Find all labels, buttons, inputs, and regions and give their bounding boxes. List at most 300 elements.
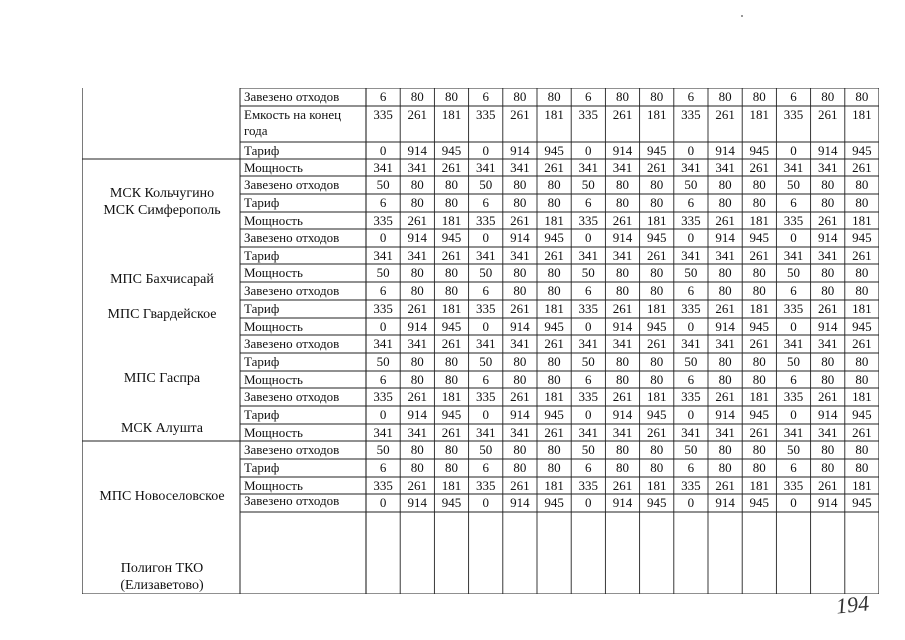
- table-cell: 80: [410, 177, 424, 192]
- table-cell: 80: [615, 354, 629, 369]
- table-cell: 945: [749, 407, 770, 422]
- table-cell: 341: [783, 336, 804, 351]
- table-cell: 335: [578, 107, 599, 122]
- table-cell: 945: [441, 230, 462, 245]
- table-cell: 261: [852, 336, 872, 351]
- table-cell: 914: [407, 407, 428, 422]
- table-cell: 80: [650, 354, 664, 369]
- speck: [741, 15, 743, 17]
- table-cell: 181: [852, 107, 872, 122]
- table-cell: 914: [510, 143, 530, 158]
- table-cell: 80: [547, 372, 561, 387]
- table-cell: 945: [852, 319, 872, 334]
- table-cell: 80: [718, 283, 732, 298]
- table-cell: 335: [373, 478, 393, 493]
- param-label: [244, 319, 303, 335]
- facility-label-poligon: [82, 560, 242, 594]
- param-label: [244, 195, 279, 211]
- param-label-line: Мощность: [244, 265, 303, 280]
- table-cell: 914: [510, 319, 530, 334]
- table-cell: 80: [444, 283, 458, 298]
- table-cell: 945: [749, 230, 770, 245]
- table-cell: 341: [578, 248, 599, 263]
- table-cell: 80: [410, 89, 424, 104]
- param-label-line: Завезено отходов: [244, 89, 340, 104]
- table-cell: 80: [410, 195, 424, 210]
- table-cell: 335: [578, 389, 599, 404]
- table-cell: 181: [852, 478, 872, 493]
- table-cell: 80: [855, 177, 869, 192]
- table-cell: 80: [821, 89, 835, 104]
- table-cell: 341: [510, 248, 530, 263]
- table-cell: 80: [513, 372, 527, 387]
- table-cell: 261: [715, 213, 735, 228]
- param-label-line: Мощность: [244, 213, 303, 228]
- table-cell: 80: [821, 442, 835, 457]
- table-cell: 335: [681, 107, 701, 122]
- param-label: [244, 265, 303, 281]
- table-cell: 50: [581, 177, 595, 192]
- param-label-line: Мощность: [244, 478, 303, 493]
- table-cell: 261: [407, 301, 428, 316]
- table-cell: 80: [718, 177, 732, 192]
- table-cell: 341: [612, 248, 633, 263]
- table-cell: 341: [475, 160, 496, 175]
- table-cell: 945: [646, 230, 667, 245]
- param-label: [244, 283, 339, 299]
- table-cell: 945: [544, 319, 564, 334]
- table-cell: 80: [444, 442, 458, 457]
- table-cell: 341: [373, 248, 393, 263]
- facility-label-line: МСК Симферополь: [103, 203, 221, 218]
- table-cell: 261: [612, 301, 633, 316]
- param-label: [244, 213, 303, 229]
- table-cell: 0: [790, 230, 797, 245]
- table-cell: 261: [612, 213, 633, 228]
- table-cell: 0: [585, 230, 592, 245]
- table-cell: 6: [790, 460, 797, 475]
- table-cell: 335: [373, 213, 393, 228]
- param-label: [244, 460, 279, 476]
- table-cell: 341: [407, 160, 428, 175]
- table-cell: 0: [482, 230, 489, 245]
- table-cell: 914: [715, 230, 735, 245]
- table-cell: 80: [615, 89, 629, 104]
- table-cell: 0: [585, 319, 592, 334]
- table-cell: 341: [783, 248, 804, 263]
- table-cell: 335: [373, 389, 393, 404]
- facility-label-gaspra: [82, 370, 242, 387]
- table-cell: 0: [687, 495, 695, 510]
- table-cell: 80: [855, 265, 869, 280]
- table-cell: 50: [479, 177, 493, 192]
- facility-label-line: МПС Бахчисарай: [110, 272, 214, 287]
- table-cell: 341: [612, 336, 633, 351]
- table-cell: 80: [855, 442, 869, 457]
- table-cell: 50: [684, 265, 698, 280]
- table-cell: 80: [855, 195, 869, 210]
- table-cell: 50: [786, 354, 800, 369]
- param-label-line: Тариф: [244, 301, 280, 316]
- table-cell: 261: [749, 160, 770, 175]
- table-cell: 0: [687, 143, 695, 158]
- table-cell: 181: [544, 478, 564, 493]
- table-cell: 335: [681, 301, 701, 316]
- table-cell: 261: [852, 248, 872, 263]
- table-cell: 945: [544, 495, 564, 510]
- table-cell: 80: [615, 283, 629, 298]
- table-cell: 80: [513, 460, 527, 475]
- table-cell: 945: [646, 143, 667, 158]
- table-cell: 0: [482, 407, 489, 422]
- table-cell: 6: [687, 460, 695, 475]
- table-cell: 0: [790, 319, 797, 334]
- table-cell: 945: [544, 407, 564, 422]
- table-cell: 335: [475, 213, 496, 228]
- param-label: [244, 442, 339, 458]
- table-cell: 6: [482, 195, 489, 210]
- table-cell: 945: [646, 319, 667, 334]
- table-cell: 181: [441, 478, 462, 493]
- table-cell: 80: [718, 354, 732, 369]
- table-cell: 341: [681, 160, 701, 175]
- table-cell: 80: [513, 265, 527, 280]
- table-cell: 261: [510, 213, 530, 228]
- table-cell: 261: [441, 160, 462, 175]
- table-cell: 335: [783, 301, 804, 316]
- table-cell: 181: [852, 301, 872, 316]
- param-label: [244, 425, 303, 441]
- param-label-line: Тариф: [244, 460, 280, 475]
- table-cell: 181: [646, 478, 667, 493]
- table-cell: 80: [752, 354, 766, 369]
- table-cell: 341: [817, 336, 838, 351]
- table-cell: 341: [373, 160, 393, 175]
- param-label-line: Тариф: [244, 248, 280, 263]
- param-label: [244, 177, 339, 193]
- table-cell: 80: [650, 195, 664, 210]
- table-cell: 341: [783, 160, 804, 175]
- param-label: [244, 160, 303, 176]
- facility-label-alushta: [82, 420, 242, 437]
- facility-label-line: Полигон ТКО: [120, 561, 204, 576]
- table-cell: 945: [441, 495, 462, 510]
- table-cell: 945: [441, 319, 462, 334]
- table-cell: 6: [482, 460, 489, 475]
- table-cell: 261: [612, 107, 633, 122]
- table-cell: 341: [407, 425, 428, 440]
- param-label: [244, 107, 341, 139]
- table-cell: 80: [547, 442, 561, 457]
- table-cell: 335: [783, 213, 804, 228]
- table-cell: 914: [510, 230, 530, 245]
- table-cell: 6: [379, 195, 387, 210]
- param-label: [244, 230, 339, 246]
- table-cell: 50: [479, 442, 493, 457]
- table-cell: 80: [547, 177, 561, 192]
- table-cell: 80: [444, 195, 458, 210]
- table-cell: 181: [646, 301, 667, 316]
- param-label-line: Завезено отходов: [244, 283, 340, 298]
- table-cell: 914: [407, 143, 428, 158]
- table-cell: 261: [646, 425, 667, 440]
- table-cell: 50: [581, 442, 595, 457]
- table-cell: 181: [441, 301, 462, 316]
- table-cell: 335: [578, 478, 599, 493]
- table-cell: 50: [479, 354, 493, 369]
- table-cell: 914: [612, 407, 633, 422]
- table-cell: 341: [681, 336, 701, 351]
- facility-label-bakh: [82, 271, 242, 288]
- table-cell: 261: [817, 301, 838, 316]
- table-cell: 261: [510, 301, 530, 316]
- table-cell: 341: [715, 336, 735, 351]
- table-cell: 261: [441, 248, 462, 263]
- table-cell: 6: [379, 460, 387, 475]
- param-label-line: Тариф: [244, 143, 280, 158]
- table-cell: 335: [578, 213, 599, 228]
- table-cell: 80: [513, 442, 527, 457]
- table-cell: 335: [681, 389, 701, 404]
- param-label: [244, 478, 303, 494]
- table-cell: 0: [585, 407, 592, 422]
- table-cell: 50: [581, 354, 595, 369]
- table-cell: 335: [783, 478, 804, 493]
- table-cell: 80: [547, 195, 561, 210]
- param-label-line: Тариф: [244, 407, 280, 422]
- table-cell: 80: [821, 195, 835, 210]
- table-cell: 6: [687, 89, 695, 104]
- table-cell: 0: [790, 495, 797, 510]
- table-cell: 80: [821, 460, 835, 475]
- param-label-line: Тариф: [244, 354, 280, 369]
- param-label-line: Завезено отходов: [244, 493, 340, 508]
- table-cell: 80: [547, 354, 561, 369]
- table-cell: 0: [687, 407, 695, 422]
- table-cell: 341: [817, 248, 838, 263]
- param-label-line: Завезено отходов: [244, 336, 340, 351]
- table-cell: 80: [752, 89, 766, 104]
- table-cell: 80: [821, 283, 835, 298]
- table-cell: 50: [479, 265, 493, 280]
- table-cell: 261: [510, 107, 530, 122]
- facility-label-gvard: [82, 306, 242, 323]
- table-cell: 341: [578, 425, 599, 440]
- table-cell: 80: [513, 354, 527, 369]
- table-cell: 261: [612, 389, 633, 404]
- table-cell: 945: [852, 495, 872, 510]
- table-cell: 261: [715, 389, 735, 404]
- table-cell: 914: [715, 495, 735, 510]
- table-cell: 914: [612, 319, 633, 334]
- table-cell: 261: [407, 213, 428, 228]
- table-cell: 80: [513, 195, 527, 210]
- table-cell: 80: [650, 283, 664, 298]
- table-cell: 335: [475, 107, 496, 122]
- param-label: [244, 493, 339, 509]
- table-cell: 80: [752, 177, 766, 192]
- table-cell: 945: [852, 230, 872, 245]
- table-cell: 6: [482, 89, 489, 104]
- table-cell: 0: [482, 495, 489, 510]
- table-cell: 0: [379, 143, 387, 158]
- table-cell: 6: [687, 283, 695, 298]
- table-cell: 181: [749, 107, 770, 122]
- facility-label-kolch: [82, 185, 242, 219]
- table-cell: 80: [855, 372, 869, 387]
- table-cell: 341: [578, 160, 599, 175]
- table-cell: 341: [783, 425, 804, 440]
- table-cell: 0: [482, 143, 489, 158]
- table-cell: 80: [650, 177, 664, 192]
- facility-label-novos: [82, 488, 242, 505]
- table-cell: 80: [410, 283, 424, 298]
- table-cell: 181: [544, 389, 564, 404]
- table-cell: 80: [444, 89, 458, 104]
- table-cell: 80: [855, 354, 869, 369]
- table-cell: 50: [684, 442, 698, 457]
- table-cell: 341: [817, 425, 838, 440]
- table-cell: 945: [646, 495, 667, 510]
- table-cell: 80: [513, 89, 527, 104]
- table-cell: 914: [715, 407, 735, 422]
- table-cell: 80: [752, 195, 766, 210]
- facility-label-line: МСК Алушта: [120, 421, 203, 436]
- table-cell: 6: [585, 89, 592, 104]
- table-cell: 914: [817, 495, 838, 510]
- param-label-line: Мощность: [244, 160, 303, 175]
- page-number: 194: [834, 590, 871, 619]
- table-cell: 945: [441, 143, 462, 158]
- table-cell: 80: [752, 460, 766, 475]
- param-label: [244, 301, 279, 317]
- table-cell: 0: [379, 319, 387, 334]
- table-cell: 80: [410, 372, 424, 387]
- table-cell: 80: [752, 265, 766, 280]
- table-cell: 261: [749, 425, 770, 440]
- table-cell: 335: [475, 301, 496, 316]
- facility-label-line: МПС Новоселовское: [99, 489, 225, 504]
- table-cell: 261: [407, 107, 428, 122]
- param-label: [244, 336, 339, 352]
- table-cell: 181: [441, 107, 462, 122]
- table-cell: 341: [373, 425, 393, 440]
- table-cell: 261: [544, 160, 564, 175]
- table-cell: 80: [718, 265, 732, 280]
- table-cell: 80: [650, 460, 664, 475]
- table-cell: 80: [615, 442, 629, 457]
- table-cell: 341: [373, 336, 393, 351]
- param-label-line: Завезено отходов: [244, 230, 340, 245]
- table-cell: 341: [475, 425, 496, 440]
- table-cell: 261: [749, 336, 770, 351]
- table-cell: 6: [790, 283, 797, 298]
- table-cell: 945: [749, 319, 770, 334]
- table-cell: 80: [615, 460, 629, 475]
- table-cell: 6: [790, 372, 797, 387]
- table-cell: 341: [475, 336, 496, 351]
- table-cell: 80: [718, 372, 732, 387]
- table-cell: 341: [407, 248, 428, 263]
- table-cell: 341: [715, 248, 735, 263]
- param-label-line: Завезено отходов: [244, 442, 340, 457]
- table-cell: 261: [646, 248, 667, 263]
- table-cell: 80: [821, 177, 835, 192]
- param-label-line: Мощность: [244, 425, 303, 440]
- table-cell: 80: [444, 265, 458, 280]
- table-cell: 261: [817, 478, 838, 493]
- param-label-line: Мощность: [244, 319, 303, 334]
- table-cell: 261: [441, 336, 462, 351]
- table-cell: 80: [547, 283, 561, 298]
- table-cell: 341: [715, 425, 735, 440]
- table-cell: 0: [585, 495, 592, 510]
- table-cell: 80: [444, 354, 458, 369]
- table-cell: 341: [681, 248, 701, 263]
- table-cell: 181: [646, 389, 667, 404]
- table-cell: 80: [547, 265, 561, 280]
- table-cell: 341: [612, 425, 633, 440]
- table-cell: 341: [715, 160, 735, 175]
- table-cell: 80: [410, 265, 424, 280]
- table-cell: 181: [749, 213, 770, 228]
- table-cell: 261: [544, 336, 564, 351]
- table-cell: 50: [581, 265, 595, 280]
- table-cell: 80: [547, 89, 561, 104]
- table-cell: 261: [612, 478, 633, 493]
- table-cell: 0: [687, 319, 695, 334]
- param-label-line: года: [244, 123, 268, 138]
- table-cell: 181: [852, 389, 872, 404]
- table-cell: 6: [482, 372, 489, 387]
- table-cell: 335: [578, 301, 599, 316]
- table-cell: 50: [376, 354, 390, 369]
- table-cell: 181: [441, 389, 462, 404]
- facility-label-line: МСК Кольчугино: [109, 186, 215, 201]
- table-cell: 341: [817, 160, 838, 175]
- table-cell: 335: [783, 107, 804, 122]
- table-cell: 261: [817, 213, 838, 228]
- table-cell: 0: [790, 143, 797, 158]
- table-cell: 80: [821, 265, 835, 280]
- table-cell: 341: [510, 336, 530, 351]
- table-cell: 335: [783, 389, 804, 404]
- table-cell: 261: [852, 160, 872, 175]
- table-cell: 50: [376, 265, 390, 280]
- param-label: [244, 354, 279, 370]
- table-cell: 0: [687, 230, 695, 245]
- param-label-line: Емкость на конец: [244, 107, 342, 122]
- table-cell: 6: [687, 195, 695, 210]
- table-cell: 261: [544, 425, 564, 440]
- table-cell: 0: [482, 319, 489, 334]
- table-cell: 80: [855, 460, 869, 475]
- table-cell: 80: [615, 372, 629, 387]
- param-label-line: Завезено отходов: [244, 177, 340, 192]
- table-cell: 945: [441, 407, 462, 422]
- table-cell: 80: [855, 89, 869, 104]
- table-cell: 335: [373, 301, 393, 316]
- table-cell: 80: [444, 372, 458, 387]
- table-cell: 261: [817, 107, 838, 122]
- table-cell: 341: [612, 160, 633, 175]
- table-cell: 80: [410, 460, 424, 475]
- table-cell: 80: [718, 89, 732, 104]
- table-cell: 914: [817, 143, 838, 158]
- table-cell: 80: [615, 265, 629, 280]
- table-cell: 945: [749, 143, 770, 158]
- table-cell: 914: [510, 495, 530, 510]
